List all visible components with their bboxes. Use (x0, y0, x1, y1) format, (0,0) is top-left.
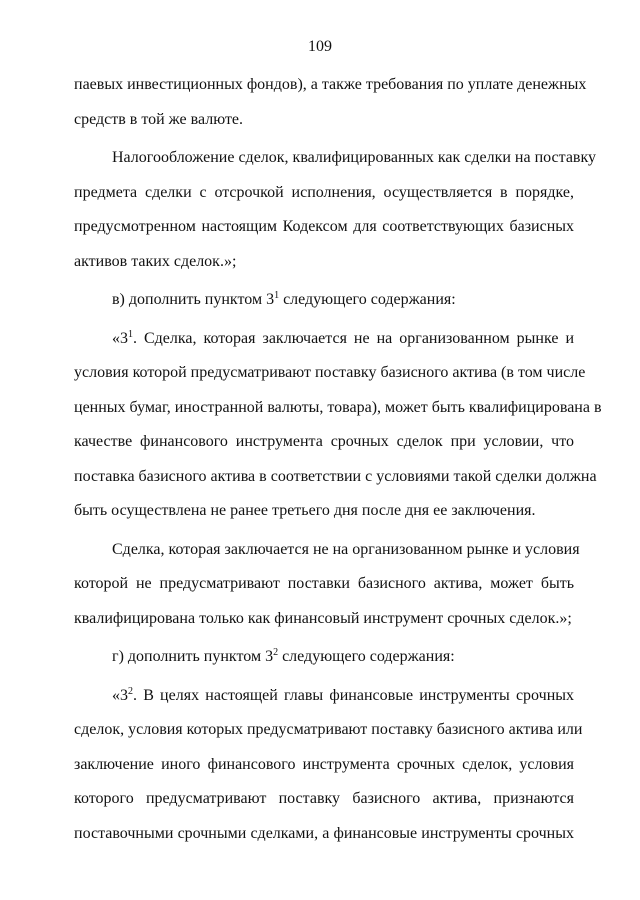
superscript: 1 (274, 290, 280, 301)
paragraph-1 (74, 68, 587, 137)
text-line (74, 679, 574, 714)
page-number: 109 (308, 38, 332, 55)
text-line: квалифицирована только как финансовый инструмент срочных сделок.»; (74, 609, 572, 627)
text-fragment: следующего содержания: (278, 648, 455, 665)
paragraph-4 (74, 322, 602, 529)
text-line: сделок, условия которых предусматривают поставку базисного актива или (74, 721, 583, 738)
text-line: ценных бумаг, иностранной валюты, товара), может быть квалифицирована в (74, 398, 602, 416)
text-line: условия которой предусматривают поставку базисного актива (в том числе (74, 364, 586, 381)
paragraph-7 (74, 679, 583, 852)
text-fragment: г) дополнить пунктом 3 (112, 648, 274, 665)
text-line: паевых инвестиционных фондов), а также требования по уплате денежных (74, 76, 587, 93)
text-fragment: «3 (112, 329, 128, 347)
text-line: Сделка, которая заключается не на организованном рынке и условия (112, 540, 580, 558)
text-line: предусмотренном настоящим Кодексом для соответствующих базисных (74, 218, 574, 235)
text-line: активов таких сделок.»; (74, 252, 237, 270)
paragraph-6 (74, 640, 574, 675)
text-fragment: в) дополнить пунктом 3 (112, 291, 275, 308)
text-line (74, 322, 574, 357)
superscript: 1 (128, 328, 133, 340)
paragraph-5 (74, 533, 580, 637)
text-line: качестве финансового инструмента срочных сделок при условии, что (74, 433, 574, 450)
text-line: быть осуществлена не ранее третьего дня после дня ее заключения. (74, 502, 536, 519)
text-fragment: следующего содержания: (279, 291, 456, 308)
text-line: средств в той же валюте. (74, 110, 244, 128)
paragraph-2 (74, 141, 597, 279)
text-line: Налогообложение сделок, квалифицированных как сделки на поставку (112, 149, 597, 166)
text-fragment: «3 (112, 686, 128, 704)
text-line: поставка базисного актива в соответствии с условиями такой сделки должна (74, 467, 597, 485)
document-body (74, 68, 602, 851)
text-fragment: . Сделка, которая заключается не на организованном рынке и (133, 329, 574, 347)
text-line: заключение иного финансового инструмента срочных сделок, условия (74, 755, 574, 773)
text-line: которой не предусматривают поставки базисного актива, может быть (74, 575, 574, 592)
text-line: которого предусматривают поставку базисного актива, признаются (74, 790, 574, 807)
text-line (74, 640, 574, 675)
text-line: предмета сделки с отсрочкой исполнения, осуществляется в порядке, (74, 183, 574, 201)
superscript: 2 (128, 685, 133, 697)
text-line: поставочными срочными сделками, а финансовые инструменты срочных (74, 824, 574, 842)
text-fragment: . В целях настоящей главы финансовые инструменты срочных (133, 686, 574, 704)
superscript: 2 (273, 647, 279, 658)
paragraph-3 (74, 283, 574, 318)
text-line (74, 283, 574, 318)
